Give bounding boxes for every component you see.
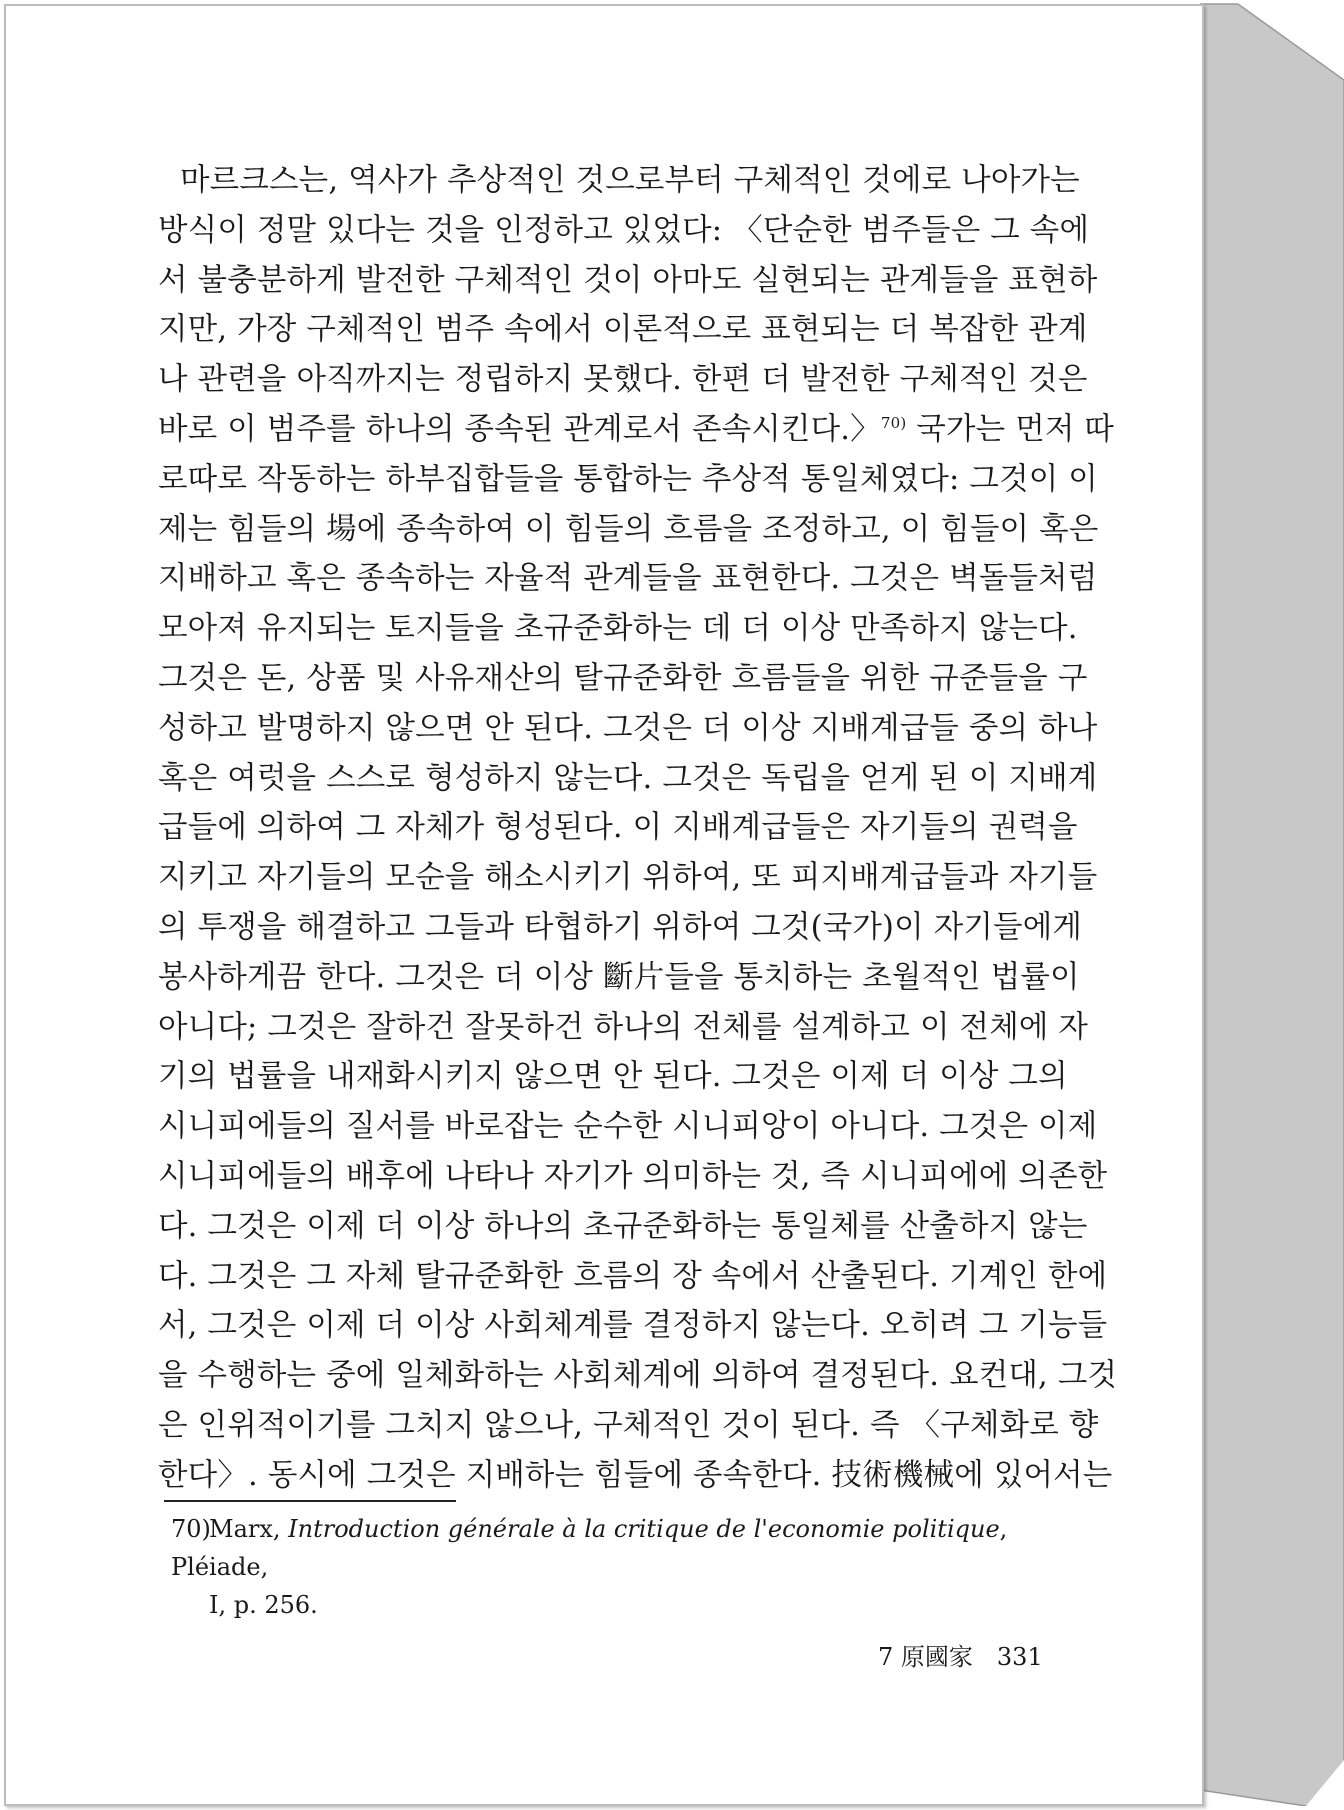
running-footer [878, 1642, 1043, 1672]
chapter-label: 7 原國家 [878, 1643, 973, 1671]
text-line-segment: 바로 이 범주를 하나의 종속된 관계로서 존속시킨다.〉 [158, 411, 881, 447]
text-line: 성하고 발명하지 않으면 안 된다. 그것은 더 이상 지배계급들 중의 하나 [158, 710, 1098, 746]
text-line: 기의 법률을 내재화시키지 않으면 안 된다. 그것은 이제 더 이상 그의 [158, 1059, 1068, 1095]
text-line: 다. 그것은 그 자체 탈규준화한 흐름의 장 속에서 산출된다. 기계인 한에 [158, 1258, 1108, 1294]
text-line: 지키고 자기들의 모순을 해소시키기 위하여, 또 피지배계급들과 자기들 [158, 860, 1098, 896]
page-stack-side [1200, 0, 1344, 1806]
footnote [171, 1510, 1071, 1624]
text-line: 제는 힘들의 場에 종속하여 이 힘들의 흐름을 조정하고, 이 힘들이 혹은 [158, 511, 1099, 547]
text-line: 아니다; 그것은 잘하건 잘못하건 하나의 전체를 설계하고 이 전체에 자 [158, 1009, 1089, 1045]
footnote-title: Introduction générale à la critique de l'economie politique [288, 1515, 1000, 1543]
footnote-number: 70) [171, 1515, 211, 1543]
text-line: 혹은 여럿을 스스로 형성하지 않는다. 그것은 독립을 얻게 된 이 지배계 [158, 760, 1098, 796]
text-line: 지배하고 혹은 종속하는 자율적 관계들을 표현한다. 그것은 벽돌들처럼 [158, 561, 1098, 597]
text-line: 로따로 작동하는 하부집합들을 통합하는 추상적 통일체였다: 그것이 이 [158, 461, 1098, 497]
text-line: 지만, 가장 구체적인 범주 속에서 이론적으로 표현되는 더 복잡한 관계 [158, 312, 1088, 348]
text-line: 그것은 돈, 상품 및 사유재산의 탈규준화한 흐름들을 위한 규준들을 구 [158, 660, 1088, 696]
page-stack-shading [1200, 0, 1344, 1806]
text-line: 모아져 유지되는 토지들을 초규준화하는 데 더 이상 만족하지 않는다. [158, 611, 1078, 647]
footnote-separator [164, 1500, 456, 1502]
text-line: 나 관련을 아직까지는 정립하지 못했다. 한편 더 발전한 구체적인 것은 [158, 362, 1088, 398]
body-text [158, 156, 1118, 1501]
text-line: 방식이 정말 있다는 것을 인정하고 있었다: 〈단순한 범주들은 그 속에 [158, 212, 1090, 248]
text-line: 다. 그것은 이제 더 이상 하나의 초규준화하는 통일체를 산출하지 않는 [158, 1208, 1088, 1244]
text-line: 한다〉. 동시에 그것은 지배하는 힘들에 종속한다. 技術機械에 있어서는 [158, 1457, 1113, 1493]
text-line: 시니피에들의 질서를 바로잡는 순수한 시니피앙이 아니다. 그것은 이제 [158, 1109, 1098, 1145]
footnote-reference[interactable]: 70) [880, 413, 907, 432]
text-line-with-footnote [158, 405, 1115, 455]
text-line: 서, 그것은 이제 더 이상 사회체계를 결정하지 않는다. 오히려 그 기능들 [158, 1308, 1108, 1344]
page-number: 331 [996, 1643, 1043, 1671]
footnote-author: Marx, [209, 1515, 289, 1543]
footnote-publisher: , Pléiade, [171, 1515, 1008, 1581]
text-line: 시니피에들의 배후에 나타나 자기가 의미하는 것, 즉 시니피에에 의존한 [158, 1158, 1108, 1194]
text-line: 을 수행하는 중에 일체화하는 사회체계에 의하여 결정된다. 요컨대, 그것 [158, 1358, 1118, 1394]
text-line-segment: 국가는 먼저 따 [906, 411, 1115, 447]
text-line: 의 투쟁을 해결하고 그들과 타협하기 위하여 그것(국가)이 자기들에게 [158, 909, 1083, 945]
text-line: 은 인위적이기를 그치지 않으나, 구체적인 것이 된다. 즉 〈구체화로 향 [158, 1407, 1099, 1443]
text-line: 마르크스는, 역사가 추상적인 것으로부터 구체적인 것에로 나아가는 [180, 163, 1080, 198]
book-page [4, 4, 1204, 1806]
footnote-continuation: I, p. 256. [209, 1591, 318, 1619]
text-line: 급들에 의하여 그 자체가 형성된다. 이 지배계급들은 자기들의 권력을 [158, 810, 1078, 846]
text-line: 봉사하게끔 한다. 그것은 더 이상 斷片들을 통치하는 초월적인 법률이 [158, 959, 1080, 995]
text-line: 서 불충분하게 발전한 구체적인 것이 아마도 실현되는 관계들을 표현하 [158, 262, 1098, 298]
